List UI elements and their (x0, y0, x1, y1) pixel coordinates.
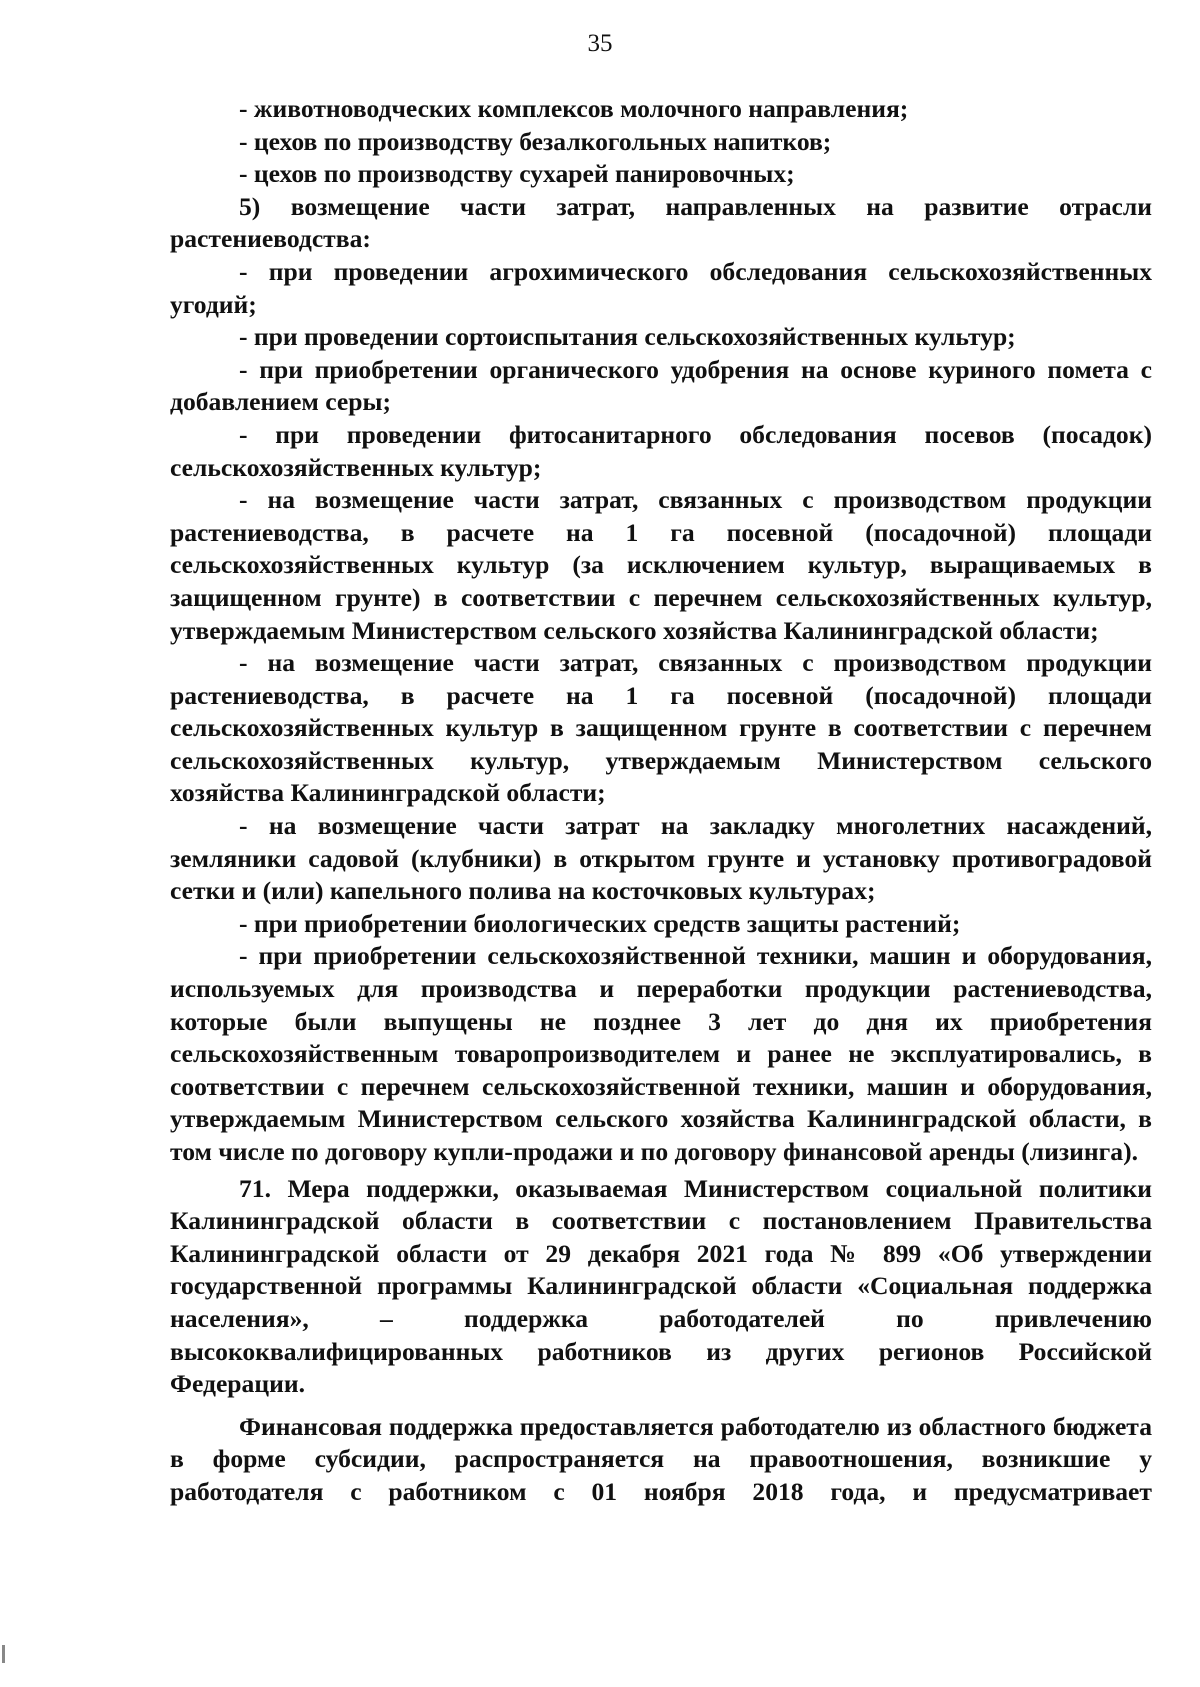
list-item-protected-ground-area: - на возмещение части затрат, связанных с производством продукции растениеводства, в расчете на 1 га посевной (посадочной) площади сельскохозяйственных культур в защищенном грунте в соответствии с перечнем сельскохозяйственных культур, утверждаемым Министерством сельского хозяйства Калининградской области; (170, 648, 1152, 808)
list-item-soft-drinks: - цехов по производству безалкогольных напитков; (239, 126, 832, 156)
list-item-agrochemical-survey: - при проведении агрохимического обследования сельскохозяйственных угодий; (170, 256, 1152, 319)
scan-edge-mark (2, 1645, 5, 1663)
list-item-phytosanitary-survey: - при проведении фитосанитарного обследования посевов (посадок) сельскохозяйственных культур; (170, 419, 1152, 482)
list-item-open-ground-area: - на возмещение части затрат, связанных с производством продукции растениеводства, в расчете на 1 га посевной (посадочной) площади сельскохозяйственных культур (за исключением культур, выращиваемых в защищенном грунте) в соответствии с перечнем сельскохозяйственных культур, утверждаемым Министерством сельского хозяйства Калининградской области; (170, 485, 1152, 645)
clause-5-crop-production: 5) возмещение части затрат, направленных на развитие отрасли растениеводства: (170, 191, 1152, 254)
list-item-agricultural-machinery: - при приобретении сельскохозяйственной техники, машин и оборудования, используемых для производства и переработки продукции растениеводства, которые были выпущены не позднее 3 лет до дня их приобретения сельскохозяйственным товаропроизводителем и ранее не эксплуатировались, в соответствии с перечнем сельскохозяйственной техники, машин и оборудования, утверждаемым Министерством сельского хозяйства Калининградской области, в том числе по договору купли-продажи и по договору финансовой аренды (лизинга). (170, 941, 1152, 1166)
list-item-perennial-plantings: - на возмещение части затрат на закладку многолетних насаждений, земляники садовой (клубники) в открытом грунте и установку противоградовой сетки и (или) капельного полива на косточковых культурах; (170, 811, 1152, 906)
page-number: 35 (587, 30, 613, 57)
financial-support-paragraph: Финансовая поддержка предоставляется работодателю из областного бюджета в форме субсидии, распространяется на правоотношения, возникшие у работодателя с работником с 01 ноября 2018 года, и предусматривает (170, 1411, 1152, 1506)
clause-71-support-measure: 71. Мера поддержки, оказываемая Министерством социальной политики Калининградской области в соответствии с постановлением Правительства Калининградской области от 29 декабря 2021 года № 899 «Об утверждении государственной программы Калининградской области «Социальная поддержка населения», – поддержка работодателей по привлечению высококвалифицированных работников из других регионов Российской Федерации. (170, 1173, 1152, 1399)
list-item-biological-protection: - при приобретении биологических средств защиты растений; (239, 908, 961, 938)
list-item-organic-fertilizer: - при приобретении органического удобрения на основе куриного помета с добавлением серы; (170, 354, 1152, 417)
document-body (170, 93, 1152, 1509)
list-item-breadcrumbs: - цехов по производству сухарей панировочных; (239, 159, 795, 189)
list-item-dairy-complexes: - животноводческих комплексов молочного направления; (239, 94, 909, 123)
list-item-variety-testing: - при проведении сортоиспытания сельскохозяйственных культур; (239, 322, 1016, 352)
